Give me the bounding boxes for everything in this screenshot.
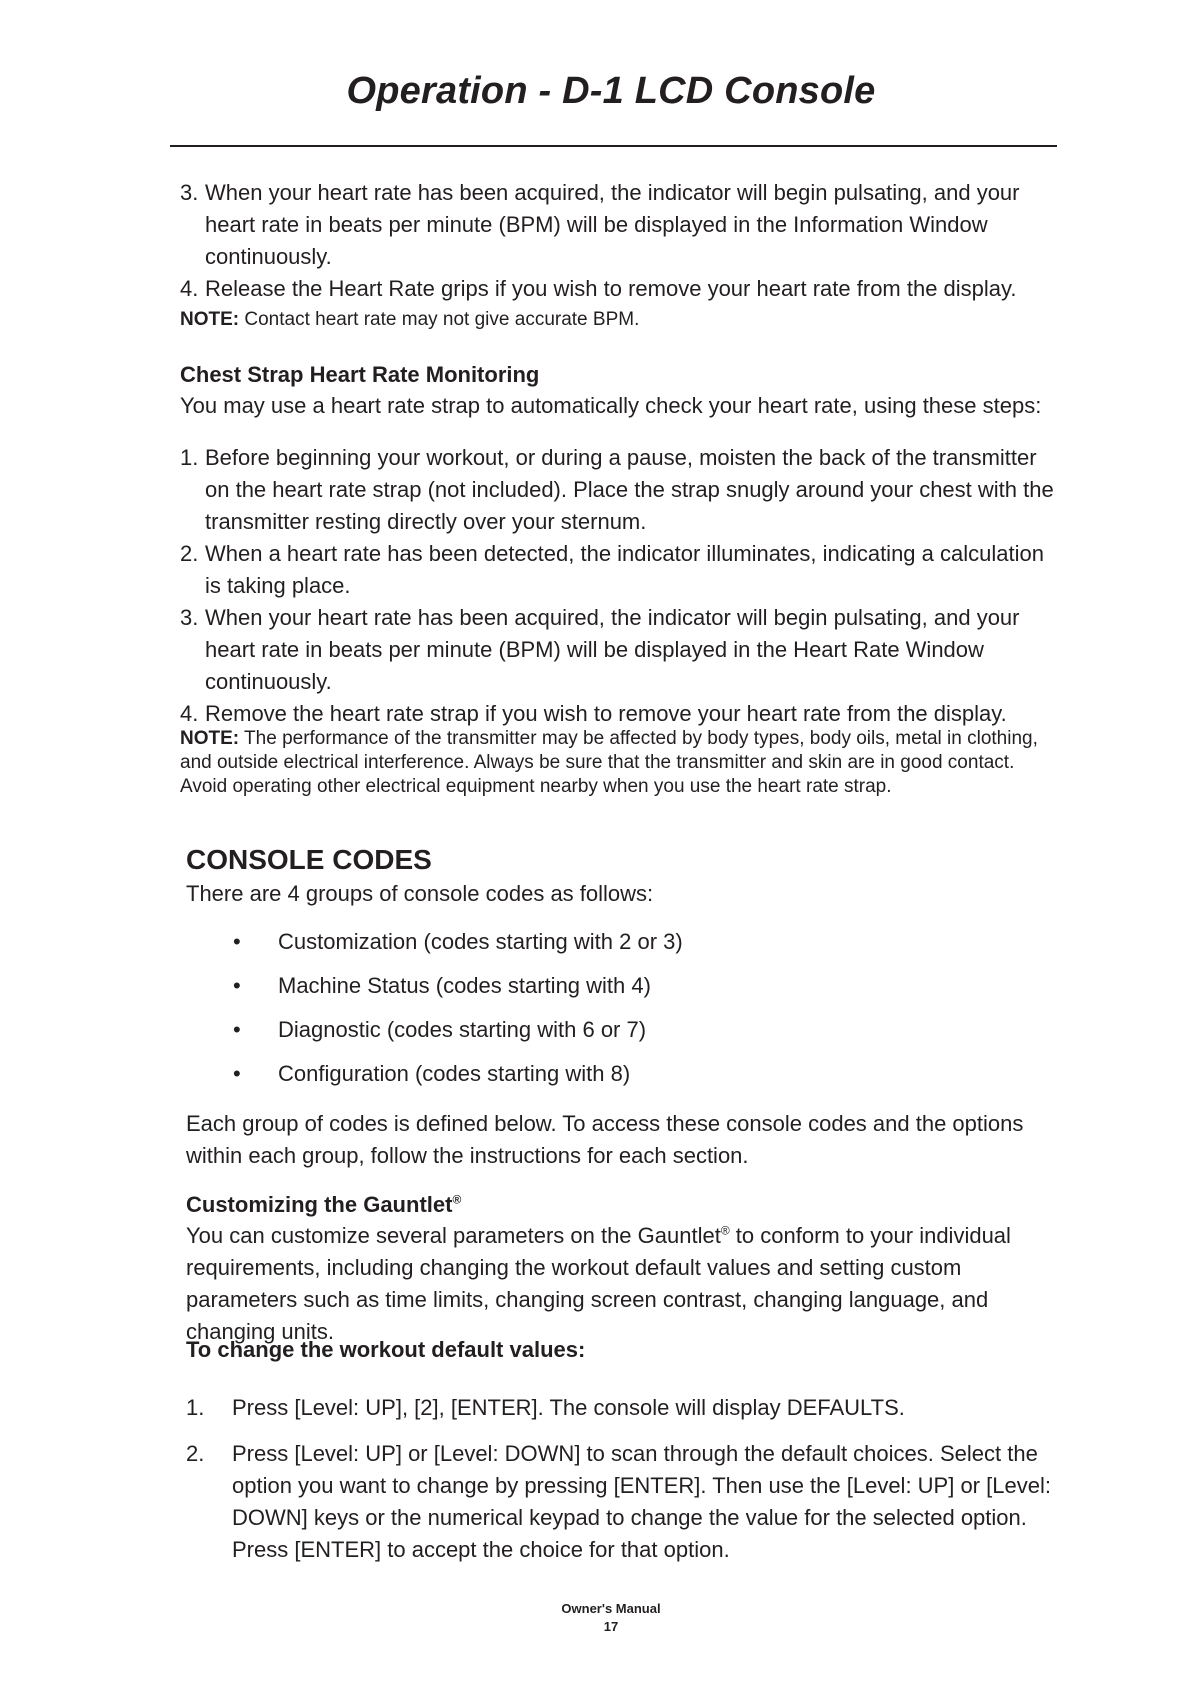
note-contact-heart-rate — [180, 308, 1060, 332]
registered-mark: ® — [720, 1223, 730, 1238]
bullet-dot: • — [233, 929, 241, 954]
list-item — [186, 1014, 1066, 1058]
list-item-number: 4. — [180, 701, 199, 726]
list-item — [180, 442, 1060, 538]
bullet-dot: • — [233, 973, 241, 998]
list-item — [180, 177, 1060, 273]
list-item-text: Press [Level: UP] or [Level: DOWN] to scan through the default choices. Select the option you want to change by pressing [ENTER]. Then use the [Level: UP] or [Level: DOWN] keys or the numerical keypad to change the value for the selected option. Press [ENTER] to accept the choice for that option. — [232, 1441, 1051, 1562]
list-item — [180, 273, 1060, 305]
title-divider — [170, 145, 1057, 147]
page-number: 17 — [603, 1619, 619, 1634]
list-item-text: When your heart rate has been acquired, the indicator will begin pulsating, and your heart rate in beats per minute (BPM) will be displayed in the Heart Rate Window continuously. — [205, 605, 1020, 694]
console-codes-outro: Each group of codes is defined below. To access these console codes and the options within each group, follow the instructions for each section. — [186, 1111, 1024, 1168]
list-item — [180, 698, 1060, 730]
list-item — [186, 1392, 1066, 1424]
list-item-text: Customization (codes starting with 2 or 3) — [278, 929, 683, 954]
list-item-text: Machine Status (codes starting with 4) — [278, 973, 651, 998]
list-item-number: 1. — [180, 445, 199, 470]
defaults-steps — [186, 1392, 1066, 1566]
list-item — [180, 602, 1060, 698]
list-item — [186, 926, 1066, 970]
console-codes-section — [186, 842, 1066, 910]
section-heading — [186, 1190, 1066, 1220]
note-label: NOTE: — [180, 728, 240, 749]
note-text: The performance of the transmitter may be affected by body types, body oils, metal in clothing, and outside electrical interference. Always be sure that the transmitter and skin are in good contact. Avoid operating other electrical equipment nearby when you use the heart rate strap. — [180, 728, 1038, 797]
footer-label: Owner's Manual — [561, 1601, 661, 1616]
intro-text-a: You can customize several parameters on the Gauntlet — [186, 1223, 721, 1248]
section-heading: Chest Strap Heart Rate Monitoring — [180, 362, 540, 387]
list-item — [186, 1058, 1066, 1102]
list-item-text: Before beginning your workout, or during a pause, moisten the back of the transmitter on the heart rate strap (not included). Place the strap snugly around your chest with the transmitter resting directly over your sternum. — [205, 445, 1054, 534]
heart-rate-grip-steps — [180, 177, 1060, 305]
bullet-dot: • — [233, 1017, 241, 1042]
note-label: NOTE: — [180, 309, 240, 330]
list-item-text: Press [Level: UP], [2], [ENTER]. The console will display DEFAULTS. — [232, 1395, 905, 1420]
list-item — [180, 538, 1060, 602]
list-item — [186, 1438, 1066, 1566]
list-item-text: When your heart rate has been acquired, the indicator will begin pulsating, and your heart rate in beats per minute (BPM) will be displayed in the Information Window continuously. — [205, 180, 1020, 269]
section-heading: CONSOLE CODES — [186, 844, 432, 875]
list-item — [186, 970, 1066, 1014]
list-item-text: Configuration (codes starting with 8) — [278, 1061, 631, 1086]
bullet-dot: • — [233, 1061, 241, 1086]
list-item-text: When a heart rate has been detected, the indicator illuminates, indicating a calculation is taking place. — [205, 541, 1044, 598]
chest-strap-steps — [180, 442, 1060, 730]
list-item-text: Release the Heart Rate grips if you wish to remove your heart rate from the display. — [205, 276, 1017, 301]
page-title: Operation - D-1 LCD Console — [346, 70, 876, 112]
intro-text-b: to conform to your individual requirements, including changing the workout default values and setting custom parameters such as time limits, changing screen contrast, changing language, and changing units. — [186, 1223, 1011, 1344]
list-item-number: 4. — [180, 276, 199, 301]
note-text: Contact heart rate may not give accurate BPM. — [244, 309, 640, 330]
section-intro — [186, 1220, 1066, 1348]
list-item-number: 3. — [180, 180, 199, 205]
list-item-number: 3. — [180, 605, 199, 630]
section-intro: You may use a heart rate strap to automatically check your heart rate, using these steps: — [180, 393, 1042, 418]
heading-text: Customizing the Gauntlet — [186, 1192, 453, 1217]
console-code-groups — [186, 926, 1066, 1102]
defaults-heading: To change the workout default values: — [186, 1337, 586, 1362]
list-item-number: 2. — [186, 1441, 205, 1466]
section-intro: There are 4 groups of console codes as follows: — [186, 881, 654, 906]
chest-strap-section — [180, 360, 1060, 422]
registered-mark: ® — [452, 1192, 462, 1207]
list-item-number: 1. — [186, 1395, 205, 1420]
list-item-number: 2. — [180, 541, 199, 566]
list-item-text: Diagnostic (codes starting with 6 or 7) — [278, 1017, 647, 1042]
list-item-text: Remove the heart rate strap if you wish to remove your heart rate from the display. — [205, 701, 1007, 726]
customizing-section — [186, 1190, 1066, 1348]
note-transmitter — [180, 727, 1060, 799]
